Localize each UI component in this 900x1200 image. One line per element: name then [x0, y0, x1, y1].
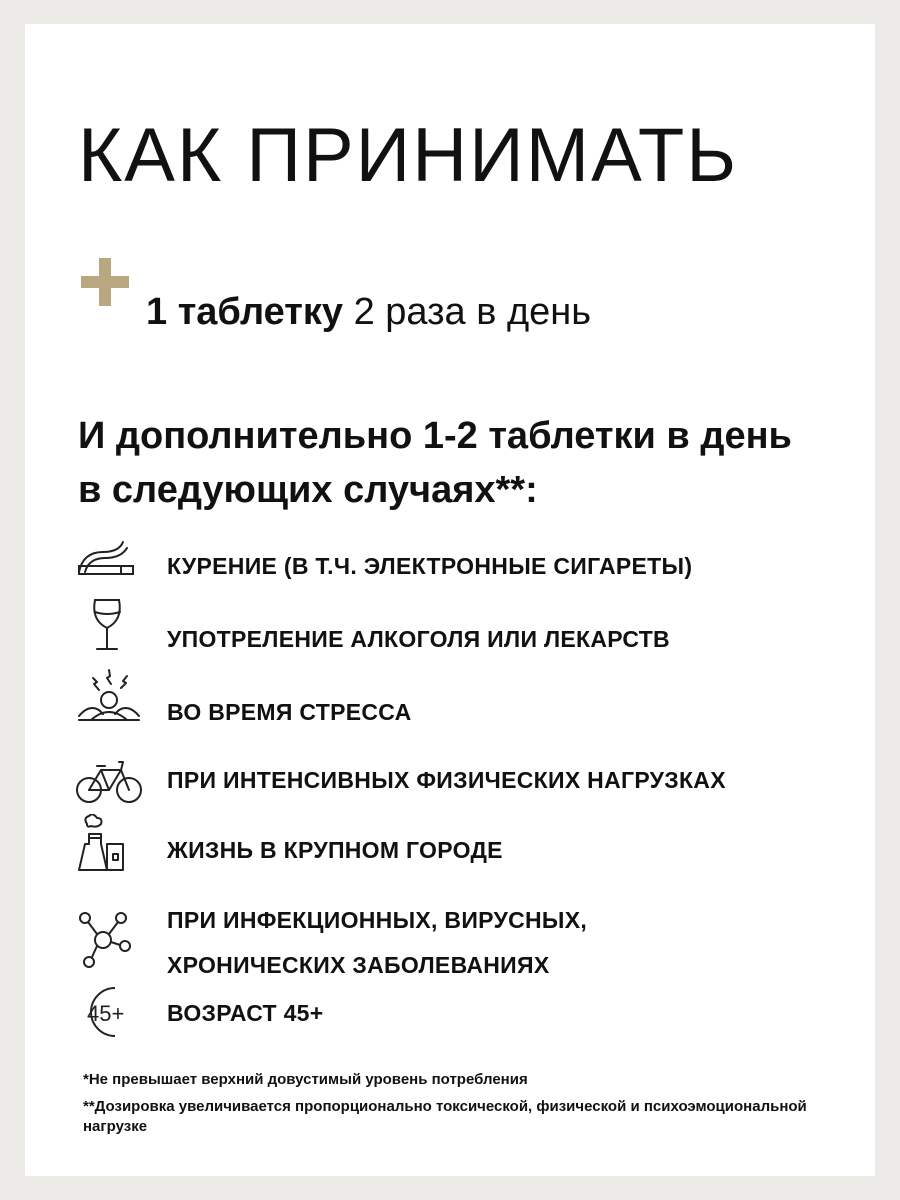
stress-icon — [75, 664, 145, 724]
virus-molecule-icon — [75, 910, 145, 970]
footnote-upper-limit: *Не превышает верхний довустимый уровень потребления — [83, 1071, 528, 1088]
condition-label: УПОТРЕЛЕНИЕ АЛКОГОЛЯ ИЛИ ЛЕКАРСТВ — [167, 626, 670, 652]
content-card — [25, 24, 875, 1176]
condition-label: ПРИ ИНТЕНСИВНЫХ ФИЗИЧЕСКИХ НАГРУЗКАХ — [167, 767, 726, 793]
condition-label-line-2: ХРОНИЧЕСКИХ ЗАБОЛЕВАНИЯХ — [167, 952, 550, 978]
age-45-icon — [75, 982, 145, 1042]
cigarette-icon — [75, 528, 145, 588]
footnotes — [83, 1070, 843, 1144]
dosage-line — [146, 289, 591, 335]
condition-label: КУРЕНИЕ (В Т.Ч. ЭЛЕКТРОННЫЕ СИГАРЕТЫ) — [167, 553, 693, 579]
bicycle-icon — [75, 750, 145, 810]
footnote-dosage-increase: **Дозировка увеличивается пропорционально токсической, физической и психоэмоциональной нагрузке — [83, 1098, 807, 1135]
wine-glass-icon — [75, 598, 145, 658]
plus-icon — [81, 258, 129, 306]
condition-label-line-1: ПРИ ИНФЕКЦИОННЫХ, ВИРУСНЫХ, — [167, 907, 588, 933]
factory-icon — [75, 814, 145, 874]
age-icon-text: 45+ — [87, 1001, 125, 1026]
condition-label: ВОЗРАСТ 45+ — [167, 1000, 324, 1026]
condition-label: ЖИЗНЬ В КРУПНОМ ГОРОДЕ — [167, 837, 503, 863]
dosage-amount: 1 таблетку — [146, 291, 343, 333]
page-title: КАК ПРИНИМАТЬ — [78, 113, 739, 198]
dosage-frequency: 2 раза в день — [353, 291, 592, 333]
condition-label: ВО ВРЕМЯ СТРЕССА — [167, 699, 412, 725]
additional-dosage-heading: И дополнительно 1-2 таблетки в день в следующих случаях**: — [78, 415, 792, 511]
